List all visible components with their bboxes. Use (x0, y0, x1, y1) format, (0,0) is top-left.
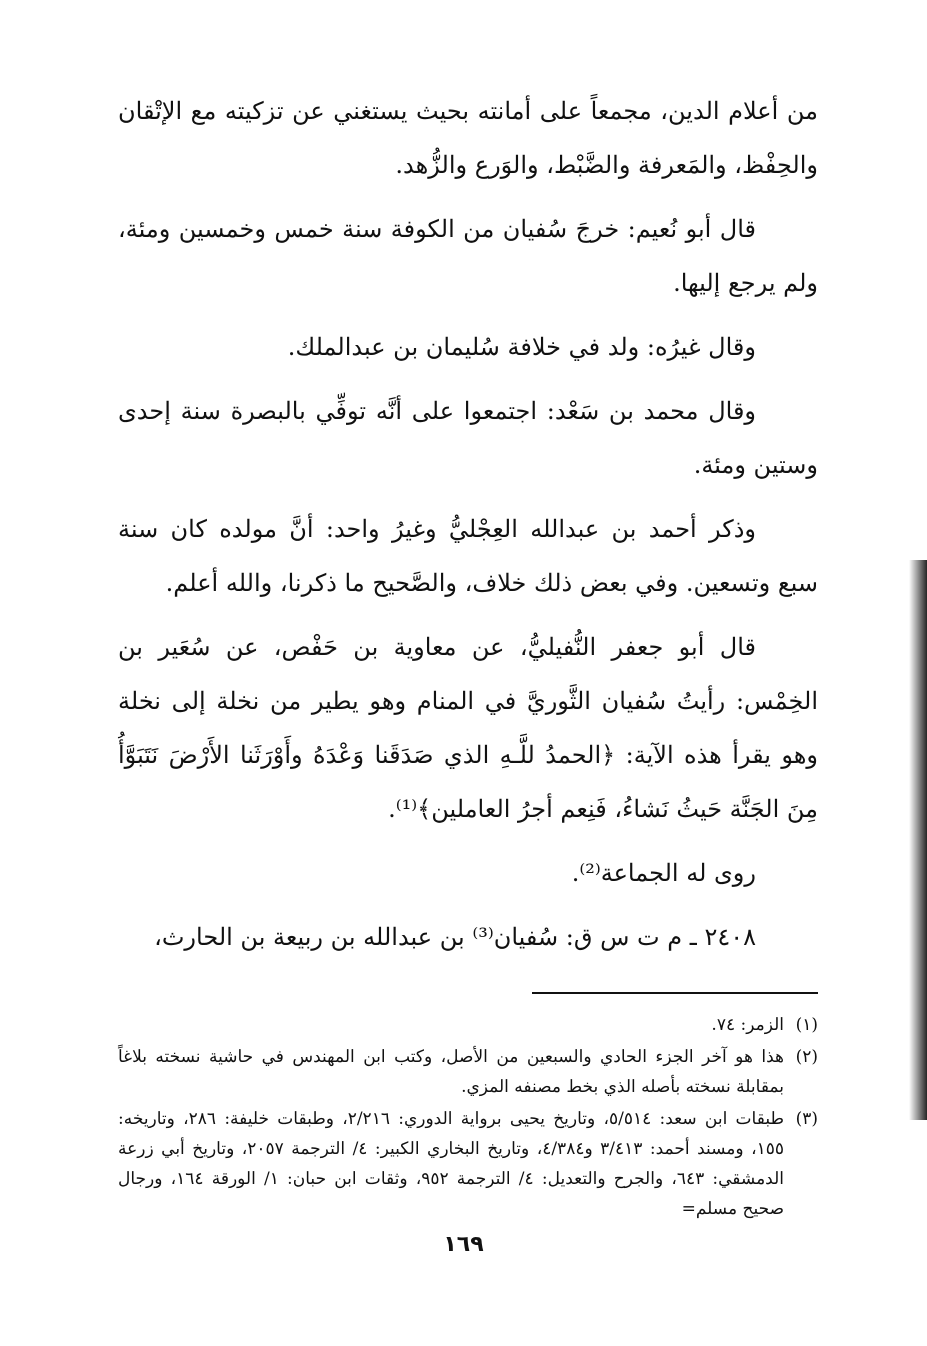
footnotes (118, 1010, 818, 1224)
page-number: ١٦٩ (443, 1232, 484, 1257)
footnote-text: الزمر: ٧٤. (711, 1015, 784, 1035)
paragraph-4: وقال محمد بن سَعْد: اجتمعوا على أنَّه توفِّي بالبصرة سنة إحدى وستين ومئة. (118, 397, 818, 479)
footnote-text: طبقات ابن سعد: ٥/٥١٤، وتاريخ يحيى برواية الدوري: ٢/٢١٦، وطبقات خليفة: ٢٨٦، وتاريخه: ١٥٥، ومسند أحمد: ٣/٤١٣ و٤/٣٨٤، وتاريخ البخاري الكبير: ٤/ الترجمة ٢٠٥٧، وتاريخ أبي زرعة الدمشقي: ٦٤٣، والجرح والتعديل: ٤/ الترجمة ٩٥٢، وثقات ابن حبان: ١/ الورقة ١٦٤، ورجال صحيح مسلم= (118, 1109, 784, 1219)
paragraph-5: وذكر أحمد بن عبدالله العِجْليُّ وغيرُ واحد: أنَّ مولده كان سنة سبع وتسعين. وفي بعض ذلك خلاف، والصَّحيح ما ذكرنا، والله أعلم. (118, 515, 818, 597)
main-text (118, 84, 818, 964)
footnote-separator (532, 992, 818, 994)
paragraph-6: قال أبو جعفر النُّفيليُّ، عن معاوية بن حَفْص، عن سُعَير بن الخِمْس: رأيتُ سُفيان الثَّوريَّ في المنام وهو يطير من نخلة إلى نخلة وهو يقرأ هذه الآية: ﴿الحمدُ للَّـهِ الذي صَدَقَنا وَعْدَهُ وأَوْرَثَنا الأَرْضَ نَتَبَوَّأُ مِنَ الجَنَّة حَيثُ نَشاءُ، فَنِعم أجرُ العاملين﴾⁽¹⁾. (118, 633, 818, 823)
footnote (118, 1010, 818, 1040)
entry-heading: ٢٤٠٨ ـ م ت س ق: سُفيان⁽³⁾ بن عبدالله بن ربيعة بن الحارث، (154, 923, 756, 951)
scan-edge-shadow (909, 560, 927, 1120)
book-page (118, 84, 818, 1274)
footnote (118, 1042, 818, 1102)
footnote-number: (٢) (795, 1047, 818, 1067)
paragraph-2: قال أبو نُعيم: خرجَ سُفيان من الكوفة سنة خمس وخمسين ومئة، ولم يرجع إليها. (118, 215, 818, 297)
paragraph-3: وقال غيرُه: ولد في خلافة سُليمان بن عبدالملك. (287, 333, 756, 361)
paragraph-7: روى له الجماعة⁽²⁾. (571, 859, 756, 887)
footnote (118, 1104, 818, 1224)
paragraph-1: من أعلام الدين، مجمعاً على أمانته بحيث يستغني عن تزكيته مع الإتْقان والحِفْظ، والمَعرفة والضَّبْط، والوَرع والزُّهد. (118, 97, 818, 179)
footnote-number: (٣) (795, 1109, 818, 1129)
footnote-text: هذا هو آخر الجزء الحادي والسبعين من الأصل، وكتب ابن المهندس في حاشية نسخته بلاغاً بمقابلة نسخته بأصله الذي بخط مصنفه المزي. (118, 1047, 784, 1097)
footnote-number: (١) (795, 1015, 818, 1035)
